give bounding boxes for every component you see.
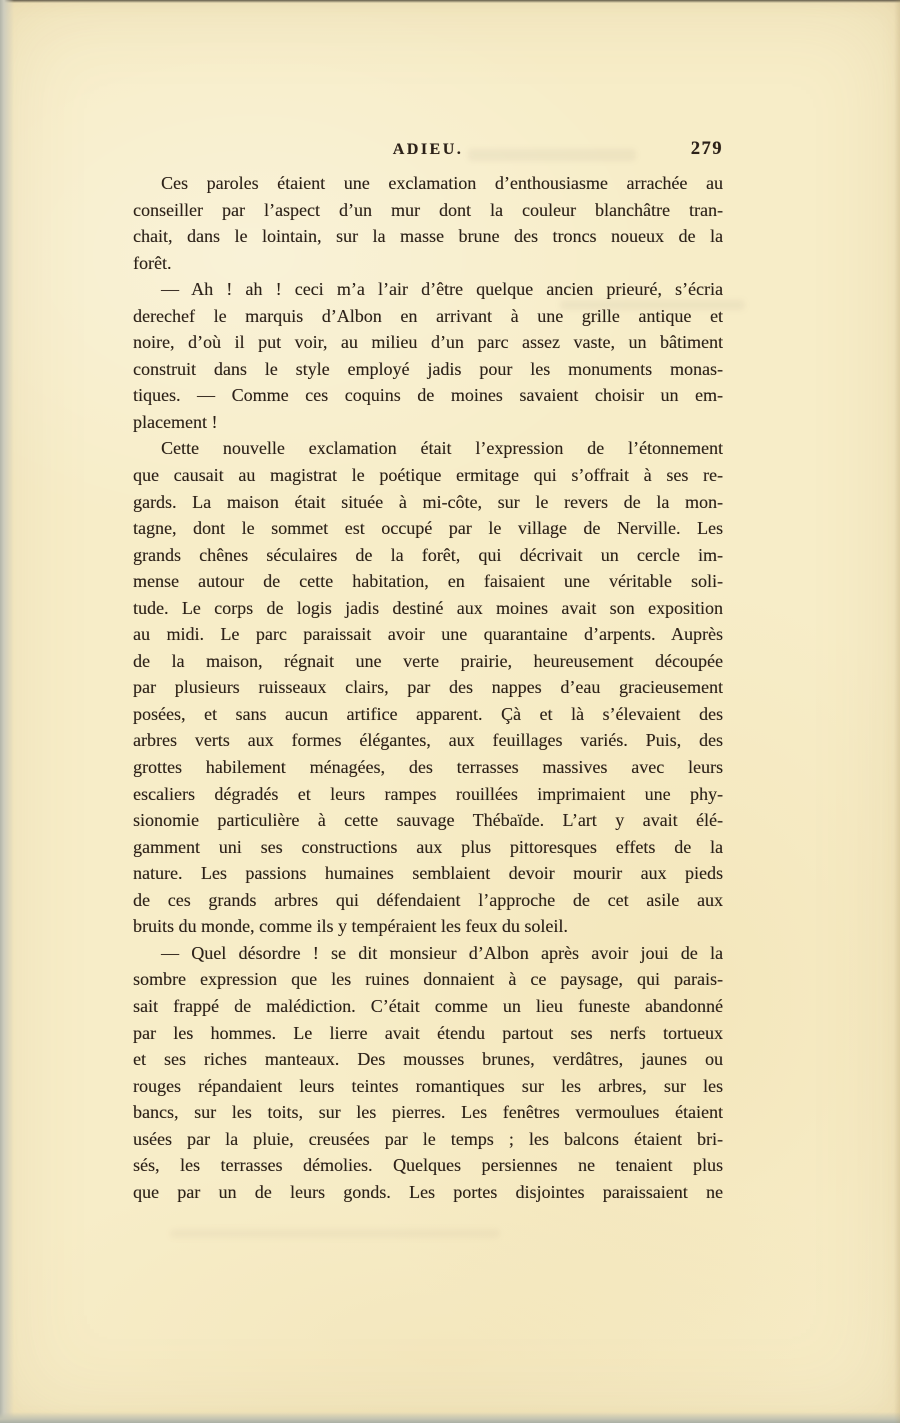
- text-line: sionomie particulière à cette sauvage Thébaïde. L’art y avait élé-: [133, 810, 723, 831]
- text-line: forêt.: [133, 252, 172, 273]
- text-line: sés, les terrasses démolies. Quelques persiennes ne tenaient plus: [133, 1155, 723, 1176]
- text-line: bruits du monde, comme ils y tempéraient les feux du soleil.: [133, 916, 568, 937]
- text-line: — Ah ! ah ! ceci m’a l’air d’être quelque ancien prieuré, s’écria: [161, 279, 723, 300]
- text-line: tagne, dont le sommet est occupé par le village de Nerville. Les: [133, 518, 723, 539]
- text-line: que causait au magistrat le poétique ermitage qui s’offrait à ses re-: [133, 465, 723, 486]
- text-line: mense autour de cette habitation, en faisaient une véritable soli-: [133, 571, 723, 592]
- paragraph: [133, 276, 723, 435]
- text-line: grottes habilement ménagées, des terrasses massives avec leurs: [133, 757, 723, 778]
- paragraph: [133, 170, 723, 276]
- scan-edge-left: [0, 0, 14, 1423]
- page-number: 279: [690, 139, 723, 159]
- text-line: arbres verts aux formes élégantes, aux feuillages variés. Puis, des: [133, 730, 723, 751]
- text-block: [133, 170, 723, 1205]
- text-line: noire, d’où il put voir, au milieu d’un parc assez vaste, un bâtiment: [133, 332, 723, 353]
- text-line: tude. Le corps de logis jadis destiné aux moines avait son exposition: [133, 597, 723, 618]
- text-line: par plusieurs ruisseaux clairs, par des nappes d’eau gracieusement: [133, 677, 723, 698]
- text-line: bancs, sur les toits, sur les pierres. Les fenêtres vermoulues étaient: [133, 1102, 723, 1123]
- text-line: sombre expression que les ruines donnaient à ce paysage, qui parais-: [133, 969, 723, 990]
- text-line: de ces grands arbres qui défendaient l’approche de cet asile aux: [133, 889, 723, 910]
- text-line: de la maison, régnait une verte prairie, heureusement découpée: [133, 650, 723, 671]
- text-line: escaliers dégradés et leurs rampes rouillées imprimaient une phy-: [133, 783, 723, 804]
- text-line: sait frappé de malédiction. C’était comme un lieu funeste abandonné: [133, 995, 723, 1016]
- text-line: conseiller par l’aspect d’un mur dont la couleur blanchâtre tran-: [133, 199, 723, 220]
- text-line: usées par la pluie, creusées par le temps ; les balcons étaient bri-: [133, 1128, 723, 1149]
- text-line: gards. La maison était située à mi-côte, sur le revers de la mon-: [133, 491, 723, 512]
- text-line: Cette nouvelle exclamation était l’expression de l’étonnement: [161, 438, 723, 459]
- text-line: au midi. Le parc paraissait avoir une quarantaine d’arpents. Auprès: [133, 624, 723, 645]
- text-line: placement !: [133, 411, 218, 432]
- text-line: construit dans le style employé jadis pour les monuments monas-: [133, 358, 723, 379]
- text-line: — Quel désordre ! se dit monsieur d’Albon après avoir joui de la: [161, 942, 723, 963]
- paragraph: [133, 435, 723, 939]
- text-line: que par un de leurs gonds. Les portes disjointes paraissaient ne: [133, 1181, 723, 1202]
- text-line: par les hommes. Le lierre avait étendu partout ses nerfs tortueux: [133, 1022, 723, 1043]
- text-line: chait, dans le lointain, sur la masse brune des troncs noueux de la: [133, 226, 723, 247]
- text-line: tiques. — Comme ces coquins de moines savaient choisir un em-: [133, 385, 723, 406]
- text-line: Ces paroles étaient une exclamation d’enthousiasme arrachée au: [161, 173, 723, 193]
- text-line: rouges répandaient leurs teintes romantiques sur les arbres, sur les: [133, 1075, 723, 1096]
- text-line: et ses riches manteaux. Des mousses brunes, verdâtres, jaunes ou: [133, 1049, 723, 1070]
- text-line: nature. Les passions humaines semblaient devoir mourir aux pieds: [133, 863, 723, 884]
- scan-edge-top: [0, 0, 900, 3]
- text-line: grands chênes séculaires de la forêt, qui décrivait un cercle im-: [133, 544, 723, 565]
- text-line: posées, et sans aucun artifice apparent. Çà et là s’élevaient des: [133, 703, 723, 724]
- page-header: [133, 139, 723, 165]
- show-through-smudge: [170, 1229, 500, 1238]
- text-line: gamment uni ses constructions aux plus pittoresques effets de la: [133, 836, 723, 857]
- scan-edge-bottom: [0, 1412, 900, 1423]
- scan-edge-right: [894, 0, 900, 1423]
- running-title: ADIEU.: [392, 141, 464, 158]
- paragraph: [133, 940, 723, 1205]
- text-line: derechef le marquis d’Albon en arrivant à une grille antique et: [133, 305, 723, 326]
